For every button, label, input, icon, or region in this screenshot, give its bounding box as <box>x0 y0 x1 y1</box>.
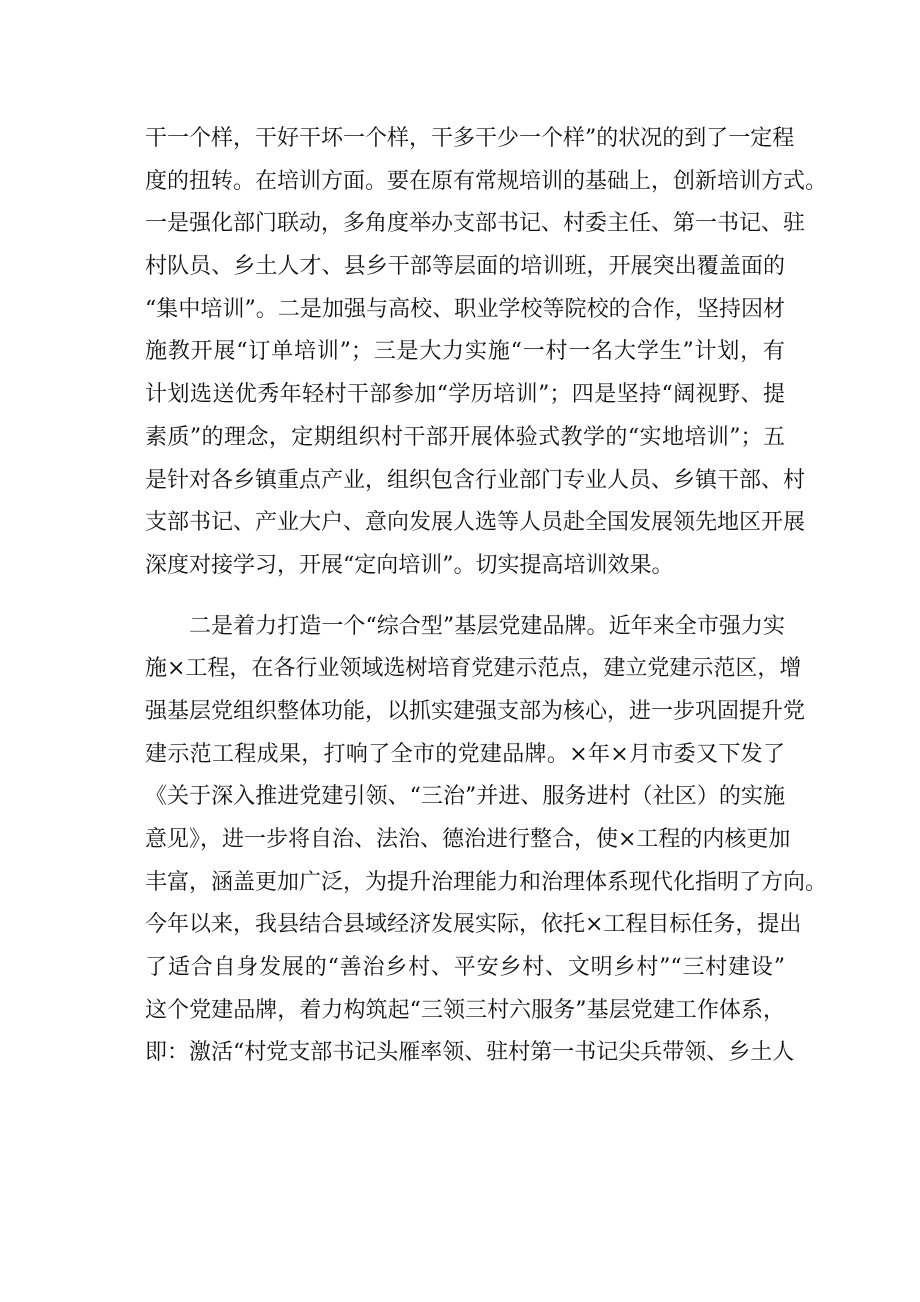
text-line: 今年以来，我县结合县域经济发展实际，依托×工程目标任务，提出 <box>145 912 802 938</box>
paragraph-1 <box>145 118 828 588</box>
text-line: 二是着力打造一个“综合型”基层党建品牌。近年来全市强力实 <box>189 613 785 639</box>
text-line: 强基层党组织整体功能，以抓实建强支部为核心，进一步巩固提升党 <box>145 698 806 724</box>
text-line: 素质”的理念，定期组织村干部开展体验式教学的“实地培训”；五 <box>145 424 785 450</box>
text-line: 丰富，涵盖更加广泛，为提升治理能力和治理体系现代化指明了方向。 <box>145 869 828 895</box>
text-line: 了适合自身发展的“善治乡村、平安乡村、文明乡村”“三村建设” <box>145 955 785 981</box>
text-line: 村队员、乡土人才、县乡干部等层面的培训班，开展突出覆盖面的 <box>145 254 785 280</box>
text-line: 干一个样，干好干坏一个样，干多干少一个样”的状况的到了一定程 <box>145 126 795 151</box>
paragraph-2 <box>145 606 828 1076</box>
text-line: 即：激活“村党支部书记头雁率领、驻村第一书记尖兵带领、乡土人 <box>145 1040 795 1066</box>
document-body <box>145 118 828 1075</box>
text-line: 建示范工程成果，打响了全市的党建品牌。×年×月市委又下发了 <box>145 741 785 767</box>
paragraph-spacer <box>145 588 785 606</box>
text-line: 是针对各乡镇重点产业，组织包含行业部门专业人员、乡镇干部、村 <box>145 467 806 493</box>
text-line: 意见》，进一步将自治、法治、德治进行整合，使×工程的内核更加 <box>145 827 791 852</box>
text-line: 施×工程，在各行业领域选树培育党建示范点，建立党建示范区，增 <box>145 656 802 682</box>
text-line: 这个党建品牌，着力构筑起“三领三村六服务”基层党建工作体系， <box>145 997 785 1023</box>
text-line: 施教开展“订单培训”；三是大力实施“一村一名大学生”计划，有 <box>145 339 785 365</box>
text-line: 一是强化部门联动，多角度举办支部书记、村委主任、第一书记、驻 <box>145 211 806 237</box>
text-line: 深度对接学习，开展“定向培训”。切实提高培训效果。 <box>145 552 674 578</box>
text-line: 计划选送优秀年轻村干部参加“学历培训”；四是坚持“阔视野、提 <box>145 382 785 408</box>
text-line: 度的扭转。在培训方面。要在原有常规培训的基础上，创新培训方式。 <box>145 168 828 194</box>
text-line: 支部书记、产业大户、意向发展人选等人员赴全国发展领先地区开展 <box>145 510 806 536</box>
text-line: “集中培训”。二是加强与高校、职业学校等院校的合作，坚持因材 <box>145 296 785 322</box>
text-line: 《关于深入推进党建引领、“三治”并进、服务进村（社区）的实施 <box>145 784 785 810</box>
